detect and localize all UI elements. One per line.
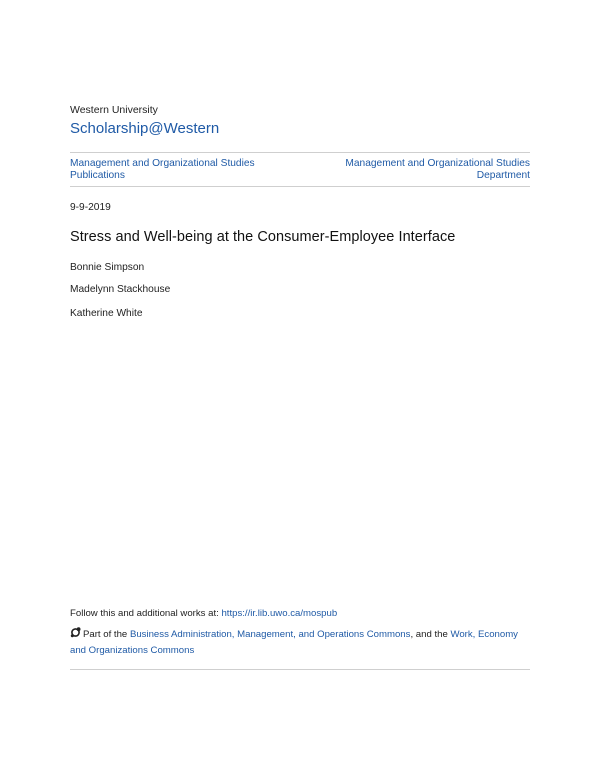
collection-line: Management and Organizational Studies	[70, 158, 255, 169]
follow-url-link[interactable]: https://ir.lib.uwo.ca/mospub	[221, 608, 338, 619]
commons-link-work-economy[interactable]: Work, Economy and Organizations Commons	[70, 629, 518, 656]
author-name: Bonnie Simpson	[70, 262, 145, 273]
university-name: Western University	[70, 104, 158, 116]
part-of-mid: , and the	[410, 629, 451, 640]
follow-line	[70, 608, 337, 619]
follow-text: Follow this and additional works at:	[70, 608, 222, 619]
part-of-prefix: Part of the	[83, 629, 130, 640]
collection-link-department[interactable]	[300, 158, 530, 181]
paper-title: Stress and Well-being at the Consumer-Employee Interface	[70, 229, 456, 245]
collection-line: Management and Organizational Studies	[345, 158, 530, 169]
footer-divider	[70, 669, 530, 670]
collection-line: Publications	[70, 169, 125, 181]
top-divider	[70, 152, 530, 153]
collection-line: Department	[476, 169, 530, 181]
commons-link-business[interactable]: Business Administration, Management, and Operations Commons	[129, 629, 411, 640]
author-name: Madelynn Stackhouse	[70, 284, 171, 295]
network-icon	[70, 627, 81, 638]
author-name: Katherine White	[70, 308, 143, 319]
part-of-line	[70, 627, 532, 658]
bottom-divider	[70, 186, 530, 187]
collection-link-publications[interactable]	[70, 158, 300, 181]
publication-date: 9-9-2019	[70, 202, 111, 213]
repository-link[interactable]: Scholarship@Western	[70, 120, 220, 137]
